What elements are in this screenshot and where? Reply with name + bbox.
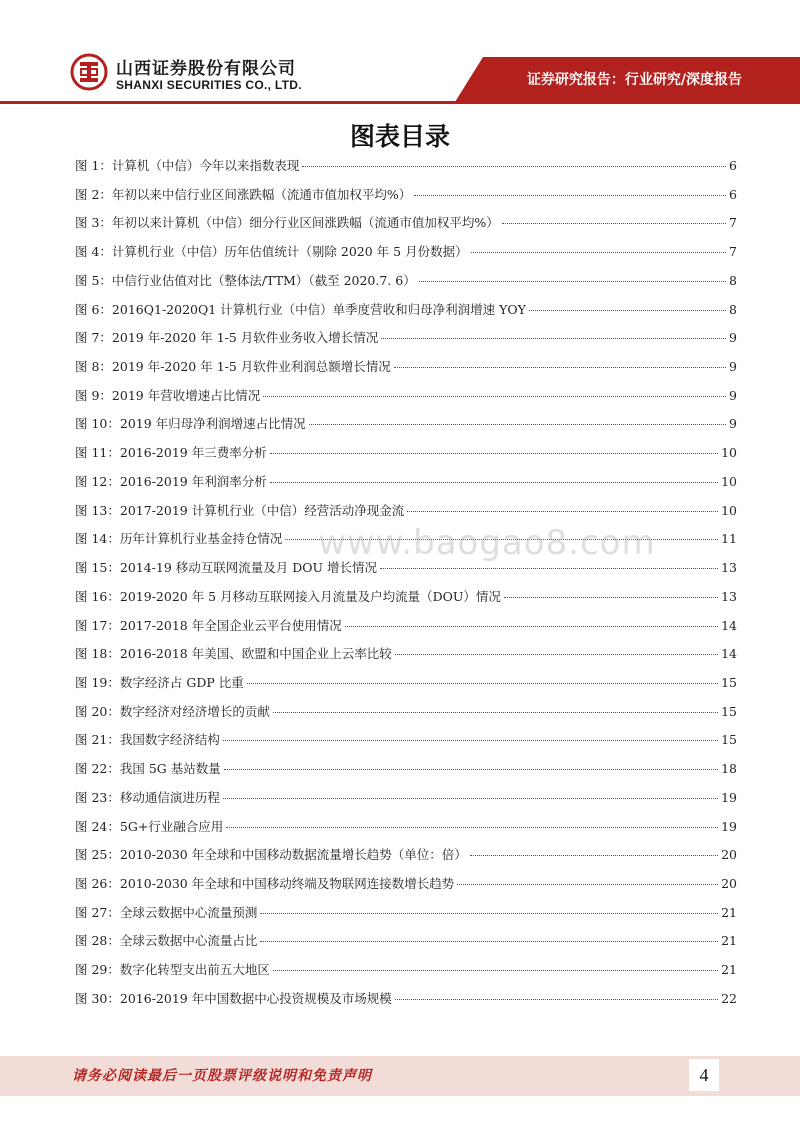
toc-entry[interactable] [75,960,737,989]
toc-entry-page: 9 [729,330,737,346]
toc-entry-page: 21 [721,962,737,978]
toc-entry-page: 8 [729,272,737,288]
toc-entry[interactable] [75,242,737,271]
shanxi-securities-logo-icon [70,53,108,91]
toc-entry-page: 15 [721,732,737,748]
toc-leader-dots [502,223,726,224]
toc-leader-dots [529,310,726,311]
toc-leader-dots [273,970,718,971]
toc-leader-dots [224,769,718,770]
toc-entry-page: 7 [729,244,737,260]
toc-entry-page: 14 [721,646,737,662]
toc-entry-label: 图 26：2010-2030 年全球和中国移动终端及物联网连接数增长趋势 [75,875,455,891]
toc-entry[interactable] [75,817,737,846]
toc-entry[interactable] [75,328,737,357]
toc-entry-label: 图 25：2010-2030 年全球和中国移动数据流量增长趋势（单位：倍） [75,847,467,863]
toc-leader-dots [273,712,718,713]
toc-entry-label: 图 19：数字经济占 GDP 比重 [75,674,244,690]
toc-leader-dots [414,195,726,196]
toc-leader-dots [470,855,718,856]
toc-entry-label: 图 15：2014-19 移动互联网流量及月 DOU 增长情况 [75,560,378,576]
toc-entry[interactable] [75,443,737,472]
toc-entry[interactable] [75,386,737,415]
toc-leader-dots [457,884,718,885]
toc-leader-dots [419,281,726,282]
toc-entry[interactable] [75,156,737,185]
toc-entry[interactable] [75,702,737,731]
toc-entry-page: 10 [721,445,737,461]
toc-entry-page: 21 [721,933,737,949]
toc-entry-page: 6 [729,186,737,202]
toc-leader-dots [309,424,726,425]
toc-entry-page: 10 [721,502,737,518]
toc-entry[interactable] [75,587,737,616]
figure-index-list [75,156,737,1018]
toc-leader-dots [345,626,718,627]
toc-entry-page: 8 [729,301,737,317]
toc-entry-page: 21 [721,904,737,920]
toc-entry-page: 13 [721,588,737,604]
toc-entry-label: 图 2：年初以来中信行业区间涨跌幅（流通市值加权平均%） [75,186,412,202]
toc-leader-dots [270,482,718,483]
report-type-label: 证券研究报告：行业研究/深度报告 [526,72,742,88]
toc-entry-label: 图 10：2019 年归母净利润增速占比情况 [75,416,306,432]
company-name-cn: 山西证券股份有限公司 [116,59,296,79]
toc-entry-label: 图 27：全球云数据中心流量预测 [75,904,258,920]
toc-entry-page: 11 [721,531,737,547]
toc-leader-dots [223,798,718,799]
toc-entry-page: 7 [729,215,737,231]
toc-entry[interactable] [75,300,737,329]
toc-entry[interactable] [75,644,737,673]
toc-entry-page: 9 [729,416,737,432]
toc-entry[interactable] [75,357,737,386]
toc-leader-dots [247,683,718,684]
toc-entry-label: 图 29：数字化转型支出前五大地区 [75,962,270,978]
toc-entry-page: 15 [721,674,737,690]
toc-entry[interactable] [75,788,737,817]
toc-entry-label: 图 14：历年计算机行业基金持仓情况 [75,531,283,547]
company-name-en: SHANXI SECURITIES CO., LTD. [116,78,302,92]
toc-leader-dots [407,511,718,512]
toc-entry-page: 15 [721,703,737,719]
toc-entry[interactable] [75,673,737,702]
toc-entry[interactable] [75,931,737,960]
toc-entry-page: 13 [721,560,737,576]
toc-leader-dots [395,999,718,1000]
page-header [0,0,800,104]
page-number: 4 [689,1059,719,1091]
toc-entry-label: 图 4：计算机行业（中信）历年估值统计（剔除 2020 年 5 月份数据） [75,244,468,260]
toc-entry-label: 图 21：我国数字经济结构 [75,732,220,748]
toc-entry-page: 14 [721,617,737,633]
toc-entry-label: 图 24：5G+行业融合应用 [75,818,224,834]
toc-entry[interactable] [75,472,737,501]
toc-entry[interactable] [75,845,737,874]
toc-entry[interactable] [75,903,737,932]
toc-entry[interactable] [75,271,737,300]
toc-leader-dots [381,338,726,339]
toc-entry-page: 20 [721,847,737,863]
toc-entry[interactable] [75,759,737,788]
toc-entry-label: 图 9：2019 年营收增速占比情况 [75,387,261,403]
toc-entry-label: 图 22：我国 5G 基站数量 [75,761,221,777]
page-title: 图表目录 [349,122,450,151]
toc-entry-page: 6 [729,158,737,173]
toc-entry-label: 图 11：2016-2019 年三费率分析 [75,445,267,461]
toc-leader-dots [223,740,718,741]
toc-leader-dots [394,367,726,368]
toc-entry-label: 图 6：2016Q1-2020Q1 计算机行业（中信）单季度营收和归母净利润增速 YOY [75,301,526,317]
toc-entry-label: 图 12：2016-2019 年利润率分析 [75,473,267,489]
toc-entry-page: 10 [721,473,737,489]
toc-entry-page: 18 [721,761,737,777]
watermark: www.baogao8.com [318,523,656,563]
toc-entry-label: 图 7：2019 年-2020 年 1-5 月软件业务收入增长情况 [75,330,379,346]
toc-entry-label: 图 18：2016-2018 年美国、欧盟和中国企业上云率比较 [75,646,392,662]
toc-entry[interactable] [75,414,737,443]
toc-entry-page: 19 [721,789,737,805]
toc-entry-page: 9 [729,359,737,375]
toc-leader-dots [260,941,718,942]
toc-leader-dots [226,827,718,828]
toc-entry-label: 图 5：中信行业估值对比（整体法/TTM）（截至 2020.7. 6） [75,272,416,288]
toc-entry-label: 图 1：计算机（中信）今年以来指数表现 [75,158,300,173]
toc-leader-dots [270,453,718,454]
toc-entry[interactable] [75,213,737,242]
toc-entry-label: 图 3：年初以来计算机（中信）细分行业区间涨跌幅（流通市值加权平均%） [75,215,499,231]
toc-entry-page: 22 [721,990,737,1006]
header-divider [0,101,800,104]
toc-entry-label: 图 16：2019-2020 年 5 月移动互联网接入月流量及户均流量（DOU）情况 [75,588,501,604]
toc-leader-dots [263,396,726,397]
toc-leader-dots [302,166,726,167]
footer-disclaimer: 请务必阅读最后一页股票评级说明和免责声明 [72,1068,372,1084]
toc-entry-page: 20 [721,875,737,891]
toc-leader-dots [471,252,726,253]
toc-entry[interactable] [75,730,737,759]
toc-entry-page: 9 [729,387,737,403]
toc-entry-label: 图 20：数字经济对经济增长的贡献 [75,703,270,719]
toc-entry-page: 19 [721,818,737,834]
toc-leader-dots [380,568,718,569]
toc-entry-label: 图 13：2017-2019 计算机行业（中信）经营活动净现金流 [75,502,405,518]
toc-entry[interactable] [75,185,737,214]
toc-entry[interactable] [75,874,737,903]
toc-entry-label: 图 28：全球云数据中心流量占比 [75,933,258,949]
toc-leader-dots [260,913,718,914]
toc-entry-label: 图 30：2016-2019 年中国数据中心投资规模及市场规模 [75,990,392,1006]
toc-entry[interactable] [75,616,737,645]
toc-leader-dots [395,654,718,655]
toc-entry[interactable] [75,989,737,1018]
toc-entry-label: 图 17：2017-2018 年全国企业云平台使用情况 [75,617,342,633]
toc-entry-label: 图 23：移动通信演进历程 [75,789,220,805]
toc-entry-label: 图 8：2019 年-2020 年 1-5 月软件业利润总额增长情况 [75,359,391,375]
toc-leader-dots [504,597,718,598]
